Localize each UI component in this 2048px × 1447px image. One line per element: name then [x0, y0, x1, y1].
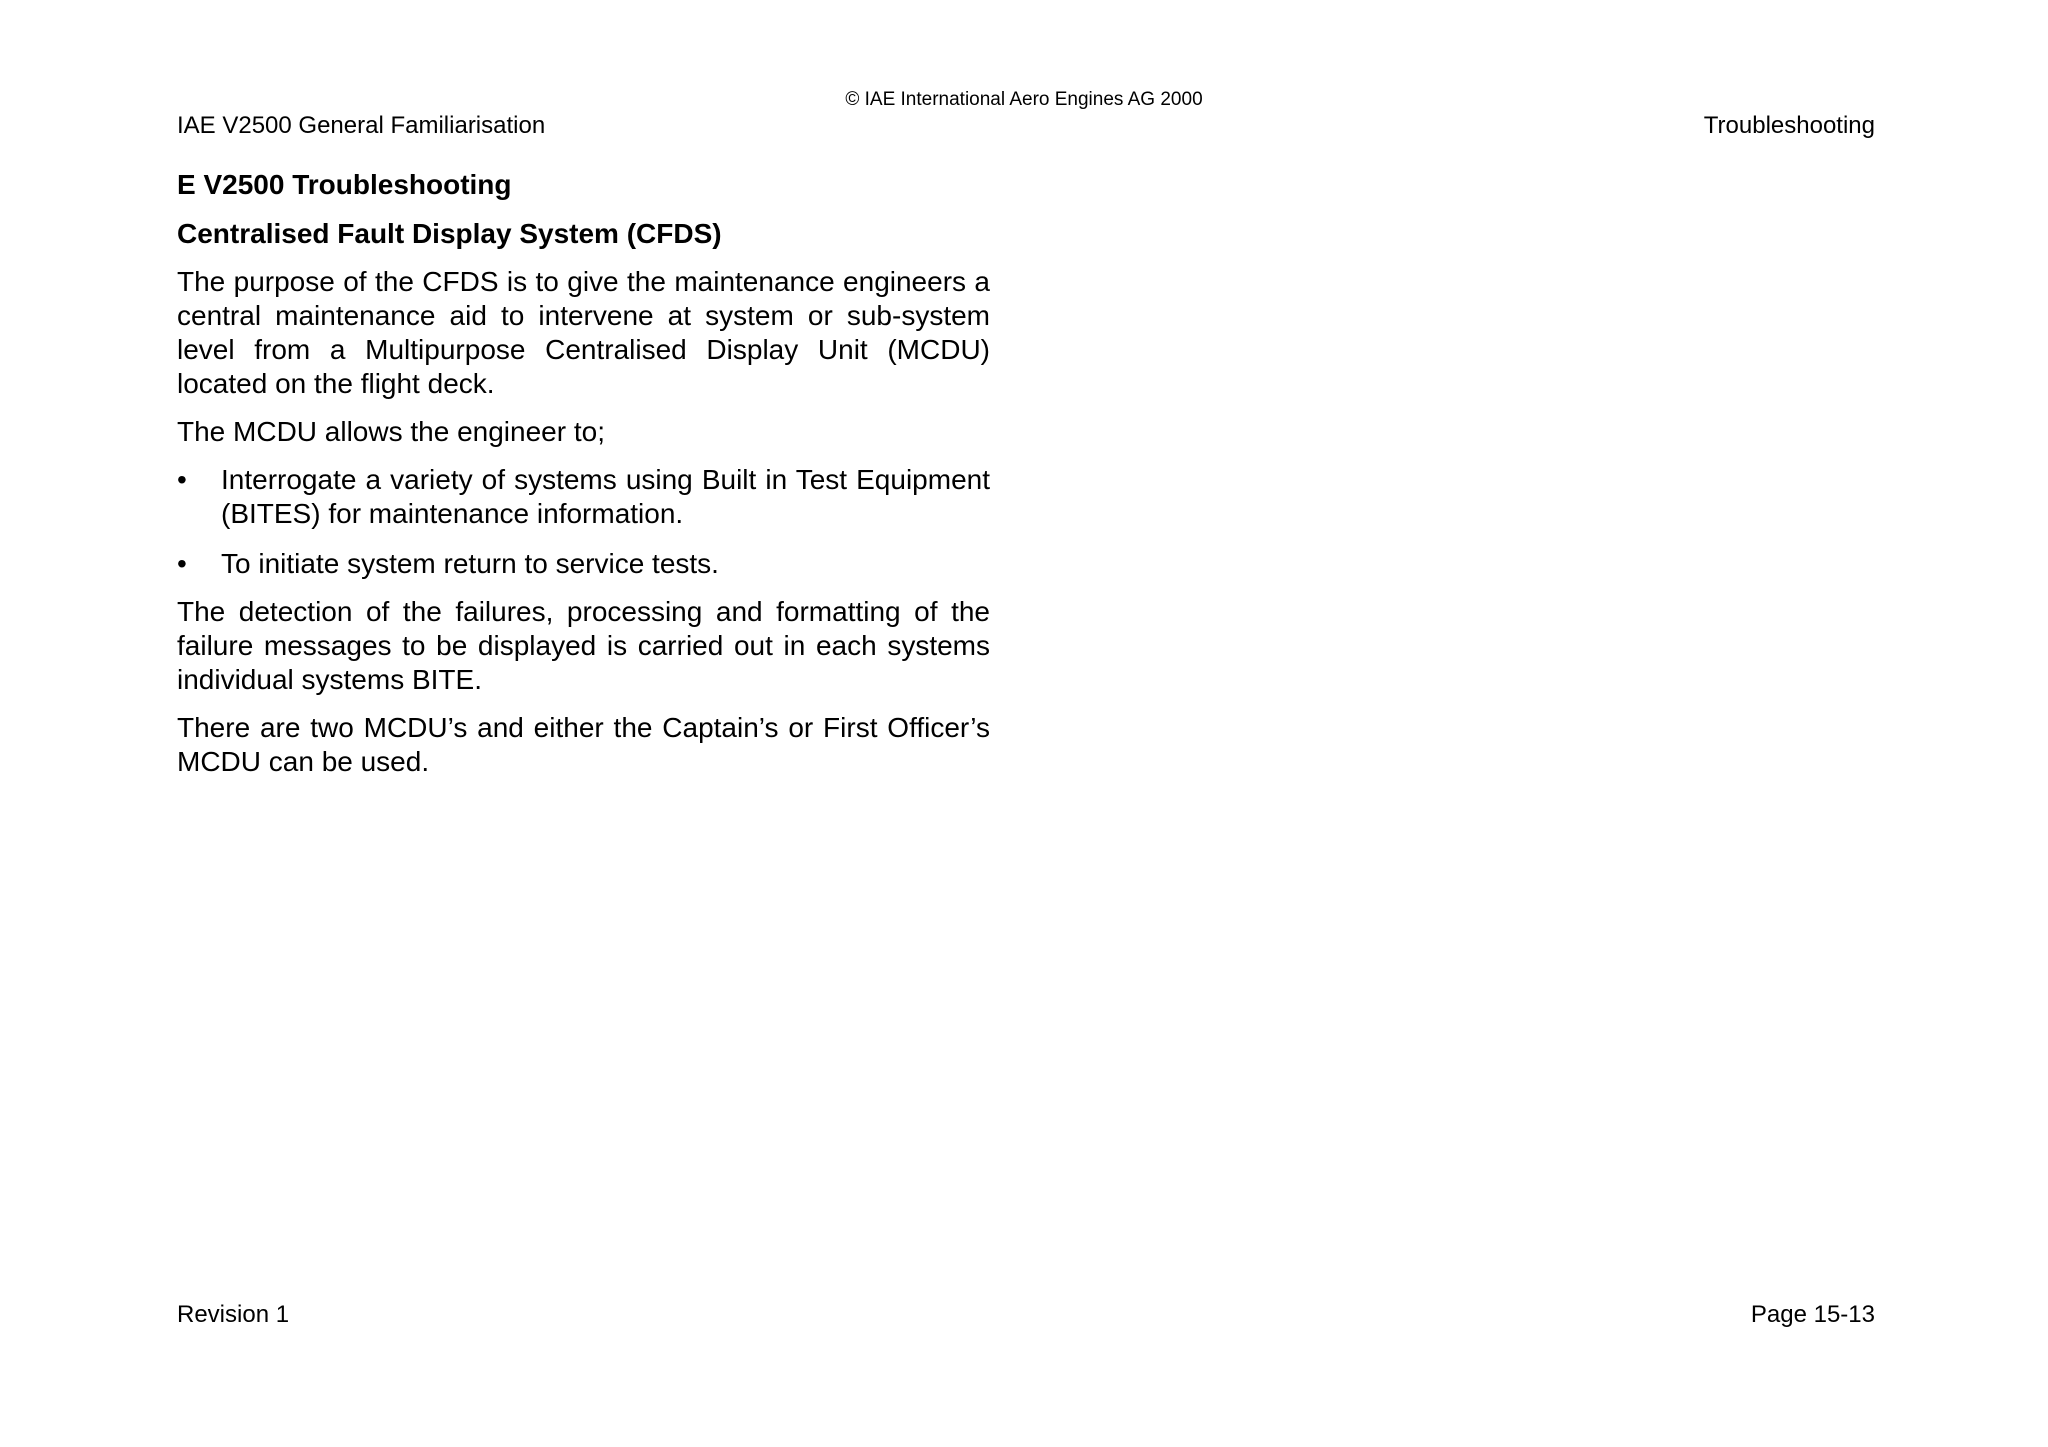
list-item [177, 547, 990, 581]
list-item [177, 463, 990, 531]
copyright-notice: © IAE International Aero Engines AG 2000 [845, 89, 1203, 110]
bullet-icon: • [177, 464, 187, 495]
bullet-icon: • [177, 548, 187, 579]
page-body [177, 168, 990, 779]
chapter-title-header: Troubleshooting [1703, 112, 1875, 139]
list-item-text: To initiate system return to service tests. [221, 548, 719, 579]
page-number-footer: Page 15-13 [1750, 1301, 1875, 1328]
paragraph-mcdu-count: There are two MCDU’s and either the Captain’s or First Officer’s MCDU can be used. [177, 712, 990, 777]
section-title: E V2500 Troubleshooting [177, 169, 512, 200]
document-title-header: IAE V2500 General Familiarisation [177, 112, 546, 139]
paragraph-mcdu-intro: The MCDU allows the engineer to; [177, 416, 605, 447]
paragraph-cfds-purpose: The purpose of the CFDS is to give the maintenance engineers a central maintenance aid to intervene at system or sub-system level from a Multipurpose Centralised Display Unit (MCDU) located on the flight deck. [177, 266, 990, 399]
subsection-title: Centralised Fault Display System (CFDS) [177, 218, 722, 249]
list-item-text: Interrogate a variety of systems using Built in Test Equipment (BITES) for maintenance information. [221, 464, 990, 529]
bullet-list [177, 463, 990, 581]
paragraph-failure-detection: The detection of the failures, processing and formatting of the failure messages to be displayed is carried out in each systems individual systems BITE. [177, 596, 990, 695]
revision-footer: Revision 1 [177, 1301, 290, 1328]
